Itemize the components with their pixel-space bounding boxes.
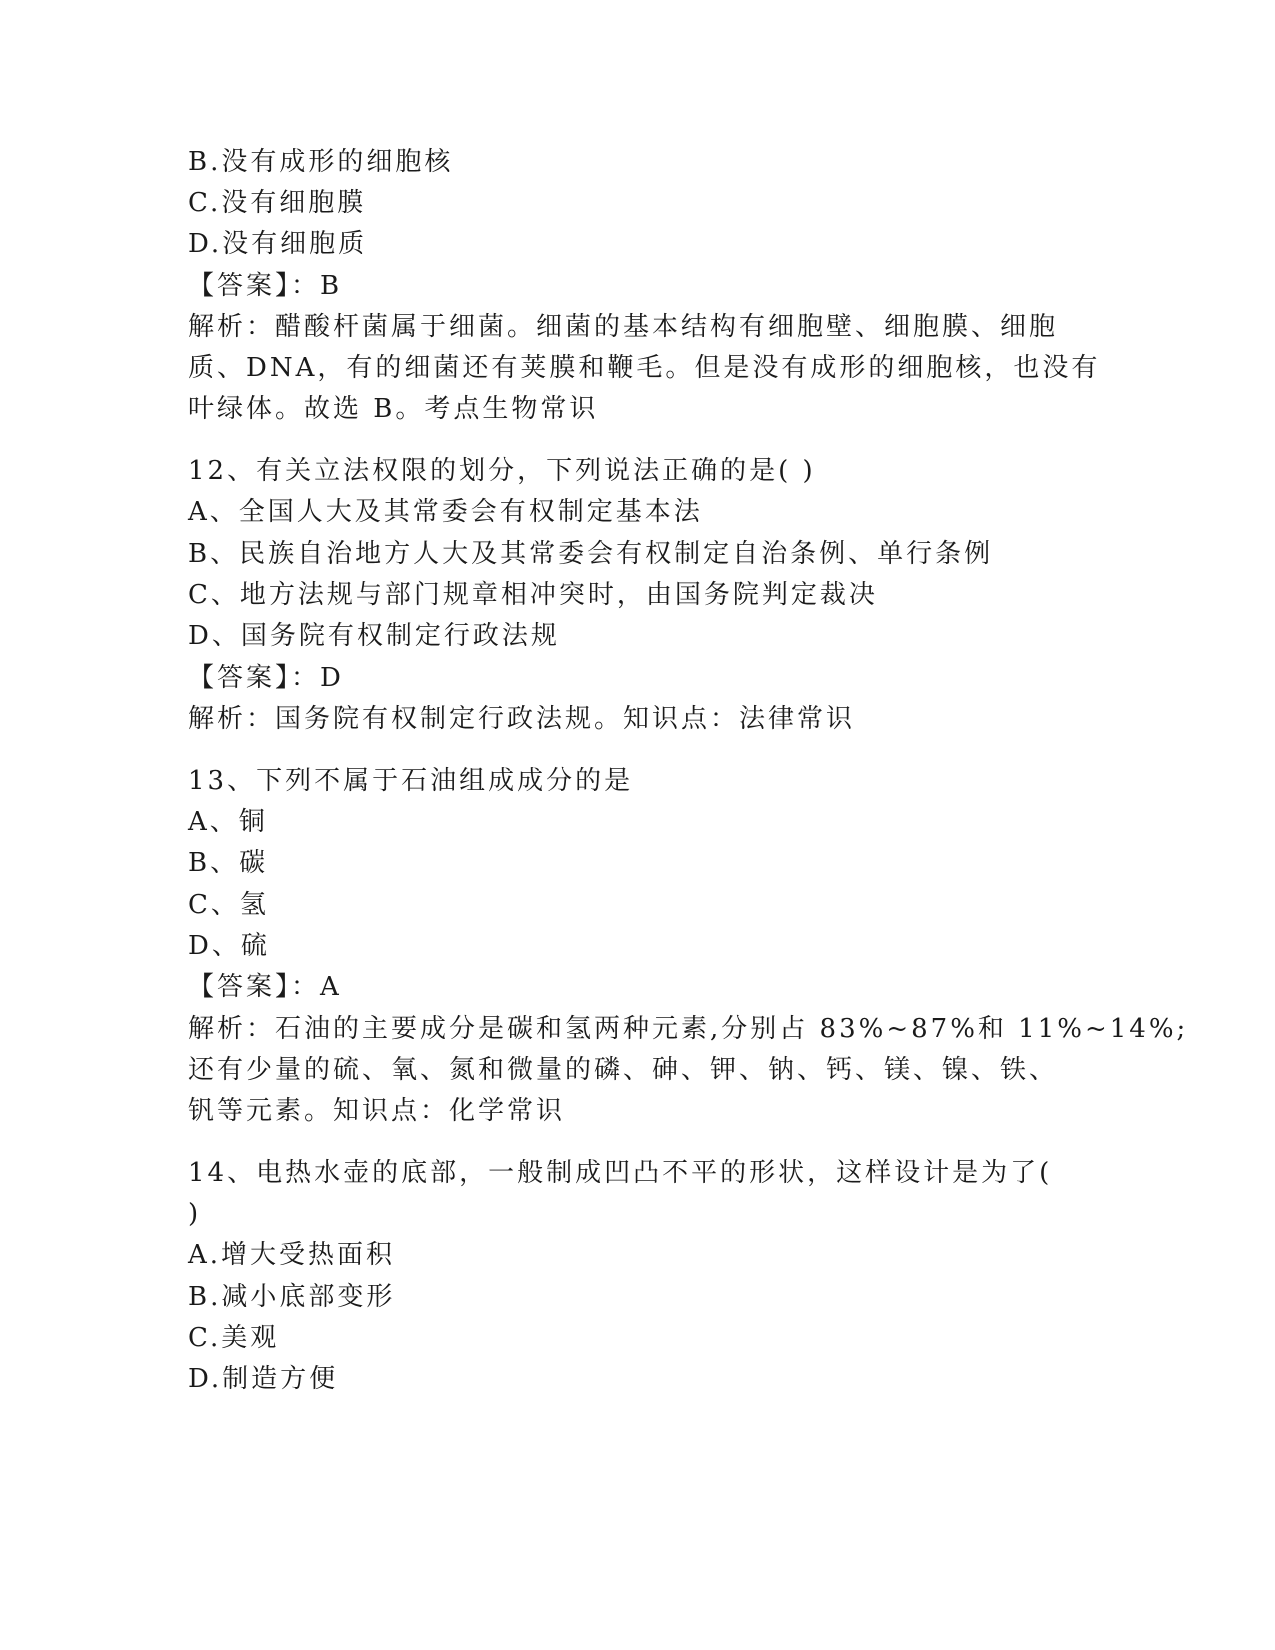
q13-question: 13、下列不属于石油组成成分的是 (188, 766, 634, 796)
q13-option-c: C、氢 (188, 890, 269, 920)
q14-question-line-2: ) (188, 1199, 202, 1229)
q14-option-d: D.制造方便 (188, 1364, 339, 1394)
q14-option-b: B.减小底部变形 (188, 1282, 396, 1312)
q12-analysis: 解析：国务院有权制定行政法规。知识点：法律常识 (188, 704, 856, 734)
q14-option-c: C.美观 (188, 1323, 280, 1353)
q13-answer: 【答案】：A (188, 972, 342, 1002)
q11-option-b: B.没有成形的细胞核 (188, 147, 454, 177)
q12-question: 12、有关立法权限的划分，下列说法正确的是( ) (188, 456, 816, 486)
q14-option-a: A.增大受热面积 (188, 1240, 396, 1270)
q11-option-d: D.没有细胞质 (188, 229, 368, 259)
q12-option-d: D、国务院有权制定行政法规 (188, 621, 560, 651)
q14-question-line-1: 14、电热水壶的底部，一般制成凹凸不平的形状，这样设计是为了( (188, 1158, 1053, 1188)
q12-option-b: B、民族自治地方人大及其常委会有权制定自治条例、单行条例 (188, 539, 994, 569)
q12-option-a: A、全国人大及其常委会有权制定基本法 (188, 497, 703, 527)
q11-analysis-line-2: 质、DNA，有的细菌还有荚膜和鞭毛。但是没有成形的细胞核，也没有 (188, 353, 1101, 383)
q12-answer: 【答案】：D (188, 663, 344, 693)
q13-analysis-line-1: 解析：石油的主要成分是碳和氢两种元素,分别占 83%~87%和 11%~14%; (188, 1014, 1189, 1044)
q12-option-c: C、地方法规与部门规章相冲突时，由国务院判定裁决 (188, 580, 878, 610)
q11-analysis-line-3: 叶绿体。故选 B。考点生物常识 (188, 394, 599, 424)
q13-analysis-line-3: 钒等元素。知识点：化学常识 (188, 1096, 566, 1126)
q13-option-b: B、碳 (188, 848, 269, 878)
q13-option-d: D、硫 (188, 931, 270, 961)
q13-option-a: A、铜 (188, 807, 268, 837)
q11-analysis-line-1: 解析：醋酸杆菌属于细菌。细菌的基本结构有细胞壁、细胞膜、细胞 (188, 312, 1059, 342)
q11-option-c: C.没有细胞膜 (188, 188, 367, 218)
q11-answer: 【答案】：B (188, 271, 343, 301)
q13-analysis-line-2: 还有少量的硫、氧、氮和微量的磷、砷、钾、钠、钙、镁、镍、铁、 (188, 1055, 1059, 1085)
